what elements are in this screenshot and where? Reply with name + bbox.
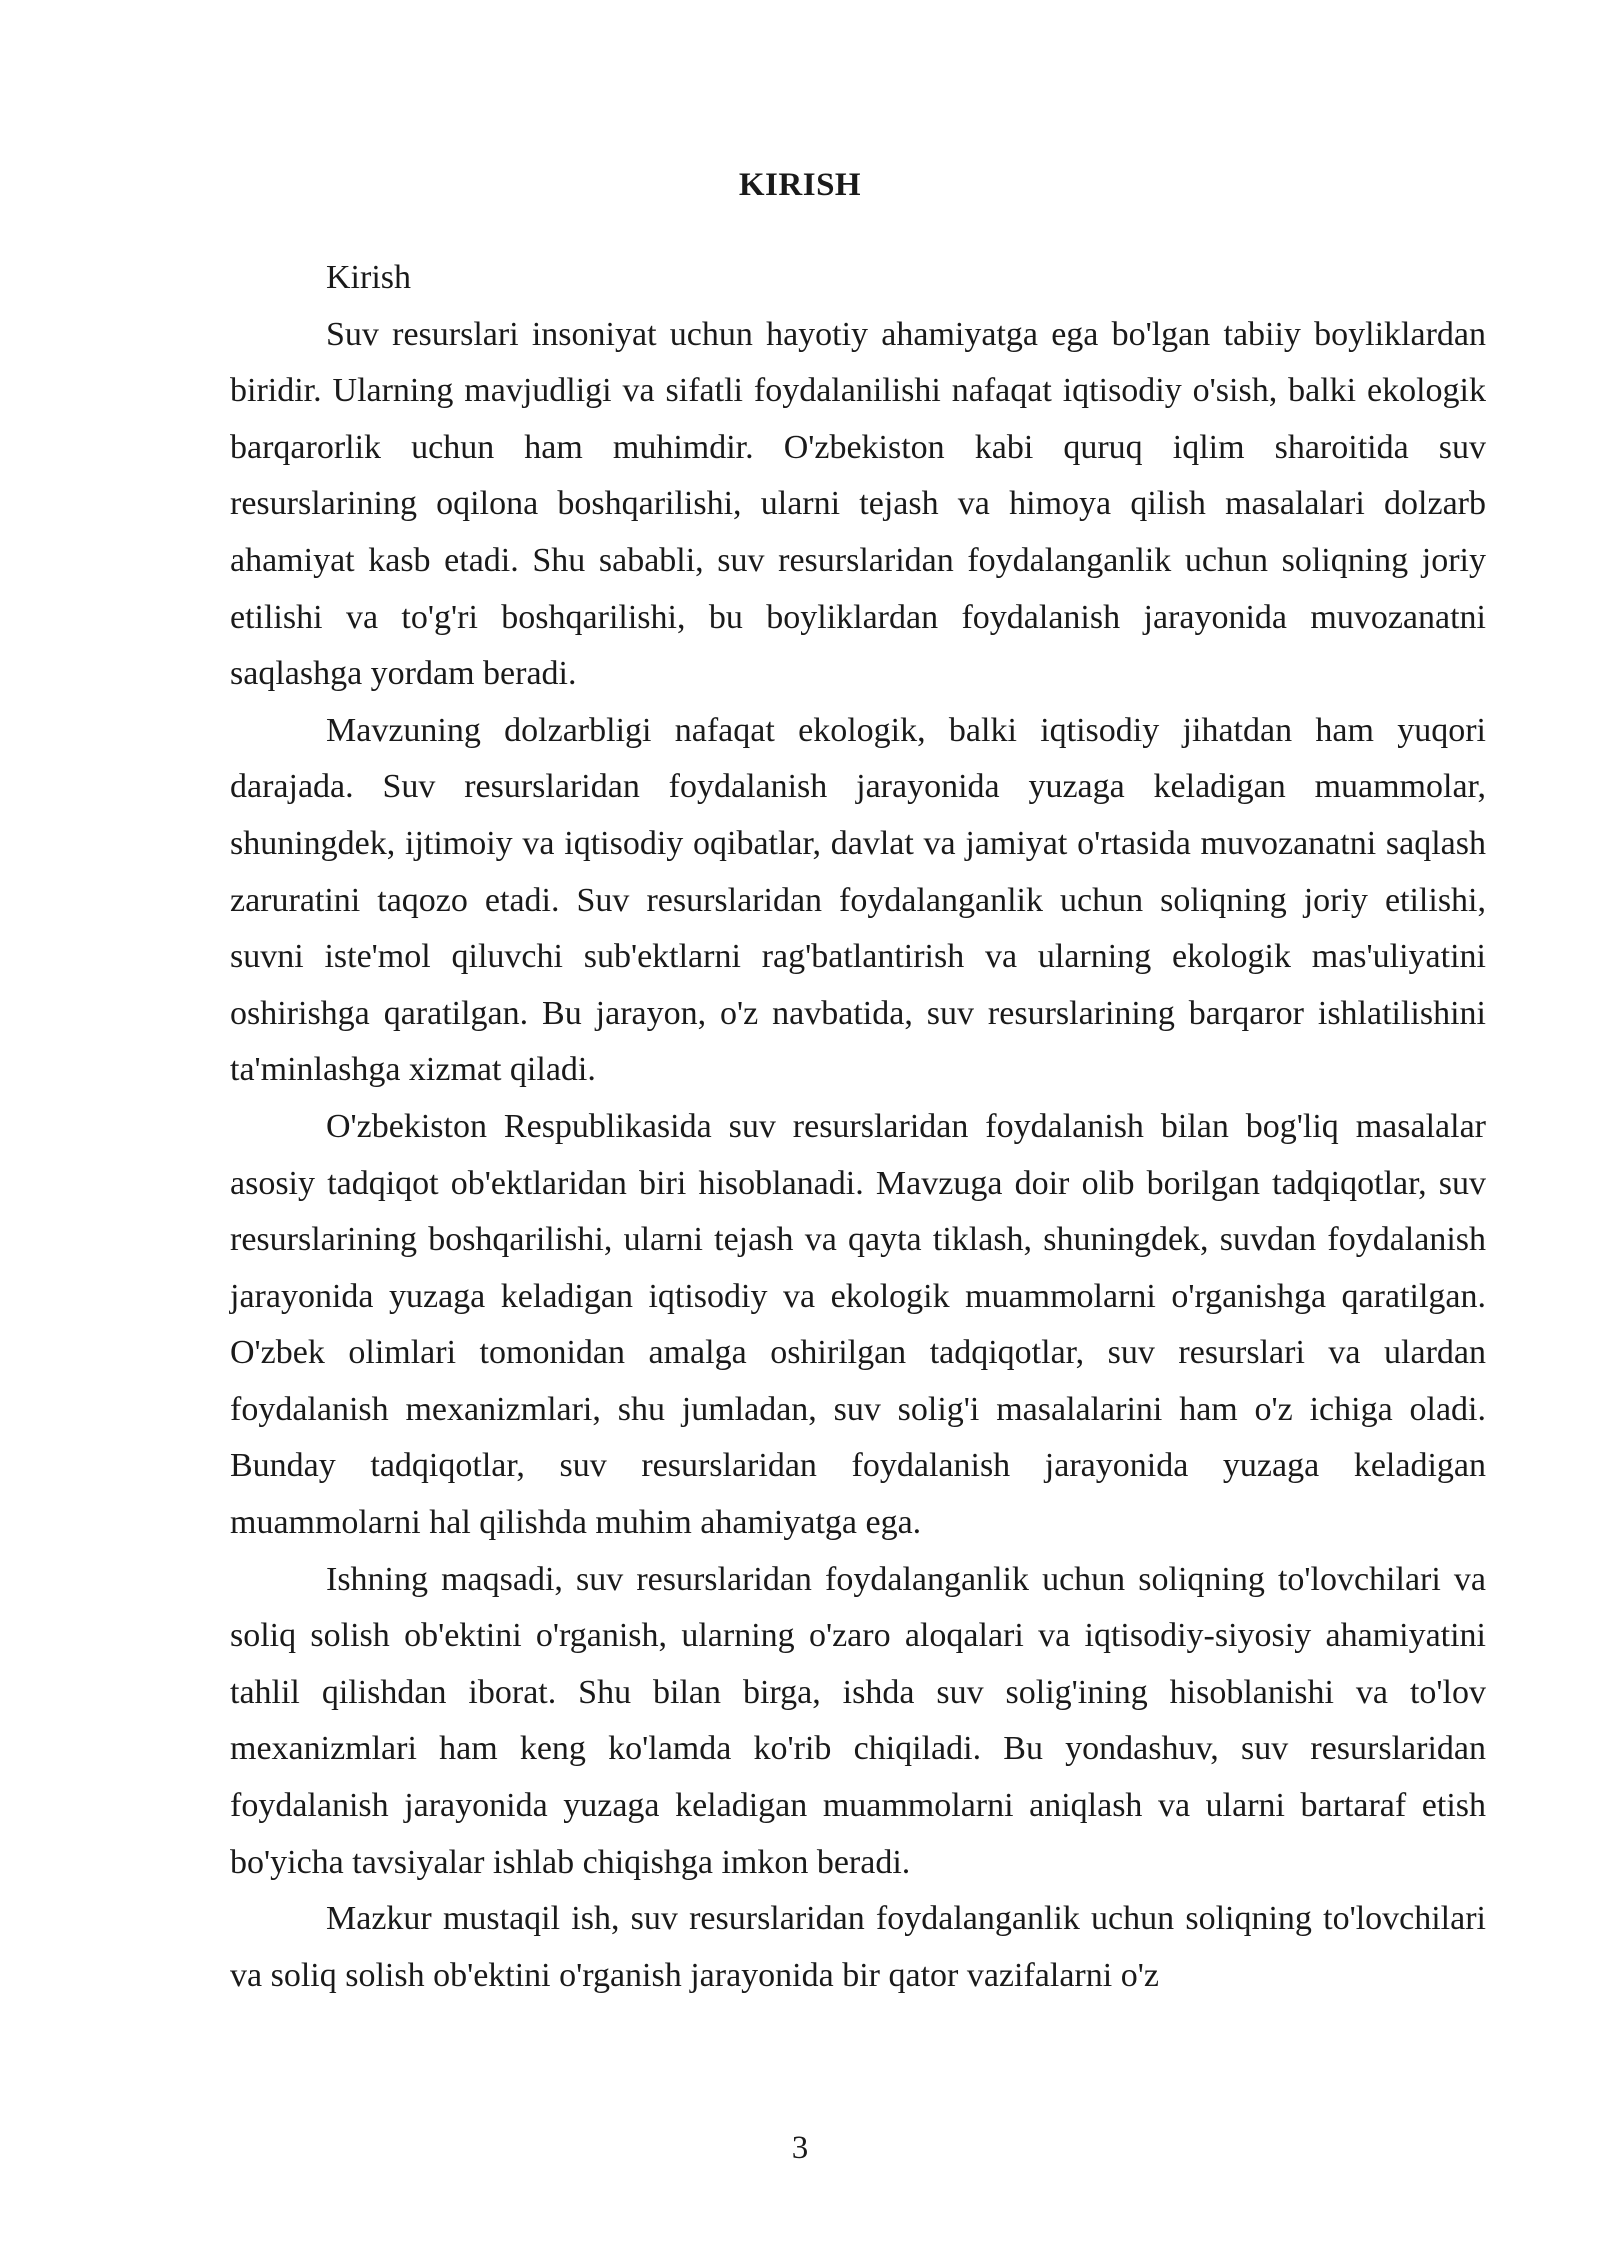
paragraph-heading: Kirish [326,259,411,296]
page-number: 3 [791,2130,809,2166]
paragraph: Ishning maqsadi, suv resurslaridan foydalanganlik uchun soliqning to'lovchilari va soliq solish ob'ektini o'rganish, ularning o'zaro aloqalari va iqtisodiy-siyosiy ahamiyatini tahlil qilishdan iborat. Shu bilan birga, ishda suv solig'ining hisoblanishi va to'lov mexanizmlari ham keng ko'lamda ko'rib chiqiladi. Bu yondashuv, suv resurslaridan foydalanish jarayonida yuzaga keladigan muammolarni aniqlash va ularni bartaraf etish bo'yicha tavsiyalar ishlab chiqishga imkon beradi. [230,1560,1486,1881]
paragraph: O'zbekiston Respublikasida suv resurslaridan foydalanish bilan bog'liq masalalar asosiy tadqiqot ob'ektlaridan biri hisoblanadi. Mavzuga doir olib borilgan tadqiqotlar, suv resurslarining boshqarilishi, ularni tejash va qayta tiklash, shuningdek, suvdan foydalanish jarayonida yuzaga keladigan iqtisodiy va ekologik muammolarni o'rganishga qaratilgan. O'zbek olimlari tomonidan amalga oshirilgan tadqiqotlar, suv resurslari va ulardan foydalanish mexanizmlari, shu jumladan, suv solig'i masalalarini ham o'z ichiga oladi. Bunday tadqiqotlar, suv resurslaridan foydalanish jarayonida yuzaga keladigan muammolarni hal qilishda muhim ahamiyatga ega. [230,1107,1486,1542]
paragraph: Mavzuning dolzarbligi nafaqat ekologik, balki iqtisodiy jihatdan ham yuqori darajada. Suv resurslaridan foydalanish jarayonida yuzaga keladigan muammolar, shuningdek, ijtimoiy va iqtisodiy oqibatlar, davlat va jamiyat o'rtasida muvozanatni saqlash zaruratini taqozo etadi. Suv resurslaridan foydalanganlik uchun soliqning joriy etilishi, suvni iste'mol qiluvchi sub'ektlarni rag'batlantirish va ularning ekologik mas'uliyatini oshirishga qaratilgan. Bu jarayon, o'z navbatida, suv resurslarining barqaror ishlatilishini ta'minlashga xizmat qiladi. [230,711,1486,1089]
paragraph: Suv resurslari insoniyat uchun hayotiy ahamiyatga ega bo'lgan tabiiy boyliklardan biridir. Ularning mavjudligi va sifatli foydalanilishi nafaqat iqtisodiy o'sish, balki ekologik barqarorlik uchun ham muhimdir. O'zbekiston kabi quruq iqlim sharoitida suv resurslarining oqilona boshqarilishi, ularni tejash va himoya qilish masalalari dolzarb ahamiyat kasb etadi. Shu sababli, suv resurslaridan foydalanganlik uchun soliqning joriy etilishi va to'g'ri boshqarilishi, bu boyliklardan foydalanish jarayonida muvozanatni saqlashga yordam beradi. [230,315,1486,693]
body-text [230,250,1486,2004]
page-title: KIRISH [738,167,862,203]
paragraph: Mazkur mustaqil ish, suv resurslaridan foydalanganlik uchun soliqning to'lovchilari va soliq solish ob'ektini o'rganish jarayonida bir qator vazifalarni o'z [230,1900,1486,1994]
